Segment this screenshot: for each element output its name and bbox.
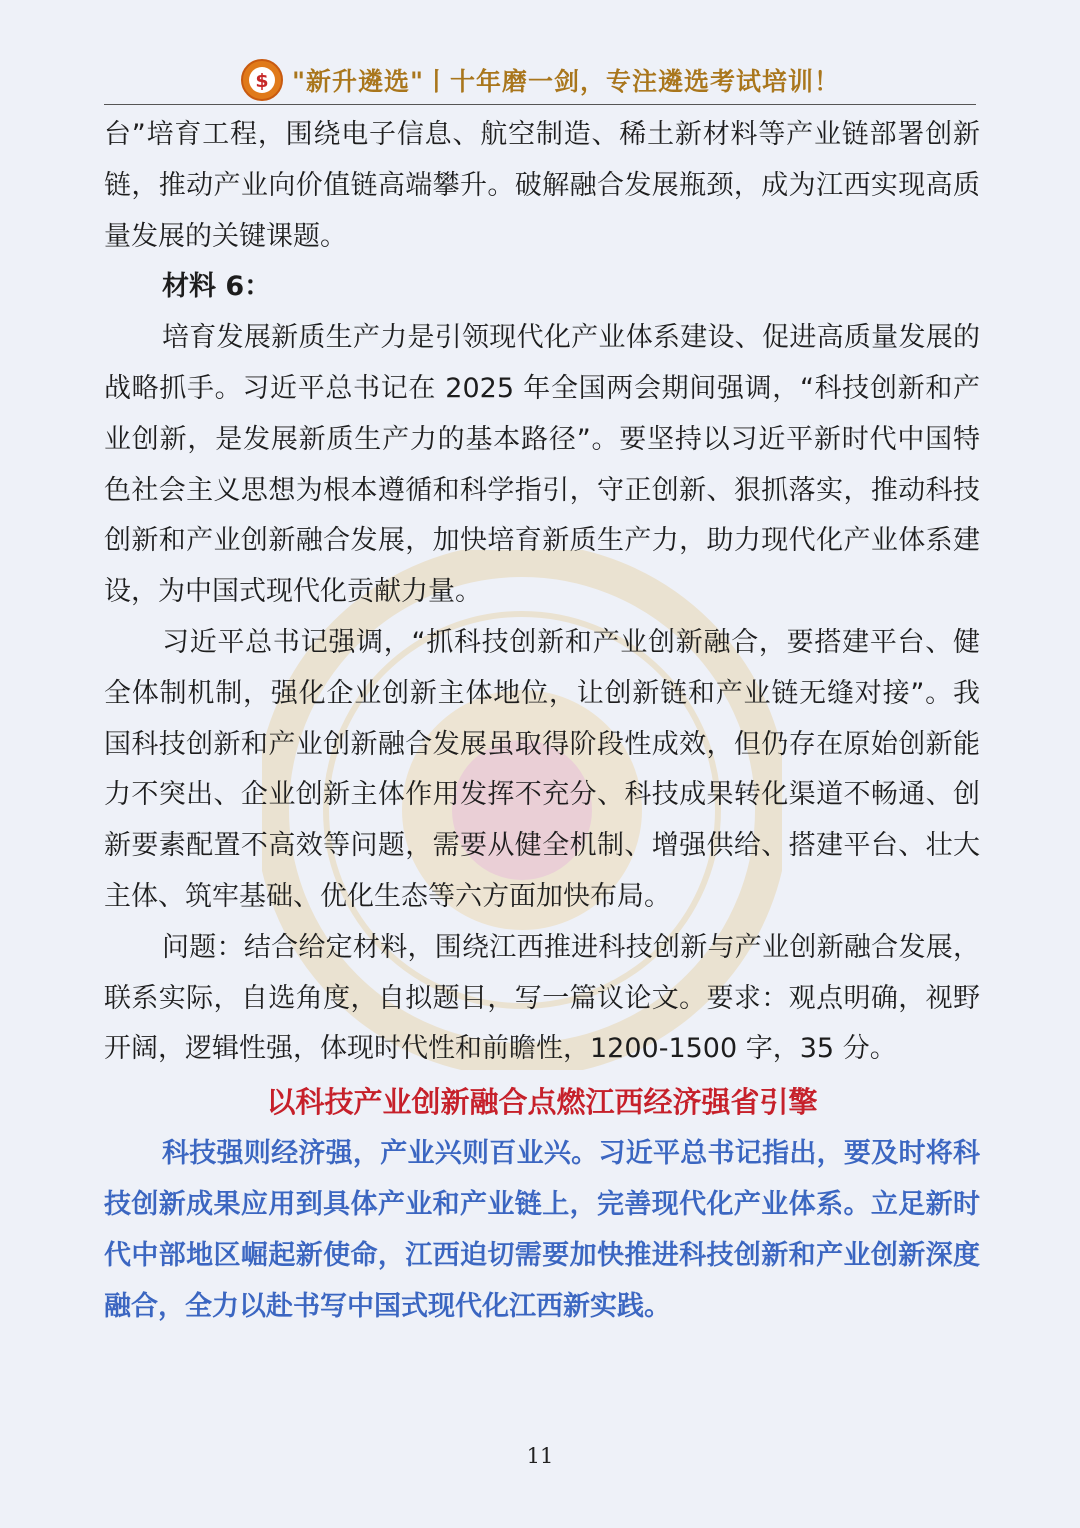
question-paragraph: 问题：结合给定材料，围绕江西推进科技创新与产业创新融合发展，联系实际，自选角度，自拟题目，写一篇议论文。要求：观点明确，视野开阔，逻辑性强，体现时代性和前瞻性，1200-1500 字，35 分。	[104, 931, 980, 1065]
header-slogan: "新升遴选"丨十年磨一剑，专注遴选考试培训！	[291, 67, 841, 96]
brand-logo-icon	[240, 58, 284, 102]
material-label: 材料 6：	[162, 271, 272, 303]
material-paragraph-2: 习近平总书记强调，“抓科技创新和产业创新融合，要搭建平台、健全体制机制，强化企业创新主体地位，让创新链和产业链无缝对接”。我国科技创新和产业创新融合发展虽取得阶段性成效，但仍存在原始创新能力不突出、企业创新主体作用发挥不充分、科技成果转化渠道不畅通、创新要素配置不高效等问题，需要从健全机制、增强供给、搭建平台、壮大主体、筑牢基础、优化生态等六方面加快布局。	[104, 626, 980, 912]
svg-text:$: $	[255, 70, 269, 92]
page-content	[104, 110, 980, 1332]
essay-intro-paragraph: 科技强则经济强，产业兴则百业兴。习近平总书记指出，要及时将科技创新成果应用到具体产业和产业链上，完善现代化产业体系。立足新时代中部地区崛起新使命，江西迫切需要加快推进科技创新和产业创新深度融合，全力以赴书写中国式现代化江西新实践。	[104, 1138, 980, 1322]
continuation-paragraph: 台”培育工程，围绕电子信息、航空制造、稀土新材料等产业链部署创新链，推动产业向价值链高端攀升。破解融合发展瓶颈，成为江西实现高质量发展的关键课题。	[104, 119, 980, 252]
page-number: 11	[526, 1444, 554, 1468]
page-header	[104, 56, 976, 105]
essay-title: 以科技产业创新融合点燃江西经济强省引擎	[266, 1085, 818, 1120]
material-paragraph-1: 培育发展新质生产力是引领现代化产业体系建设、促进高质量发展的战略抓手。习近平总书记在 2025 年全国两会期间强调，“科技创新和产业创新，是发展新质生产力的基本路径”。要坚持以习近平新时代中国特色社会主义思想为根本遵循和科学指引，守正创新、狠抓落实，推动科技创新和产业创新融合发展，加快培育新质生产力，助力现代化产业体系建设，为中国式现代化贡献力量。	[104, 322, 980, 608]
